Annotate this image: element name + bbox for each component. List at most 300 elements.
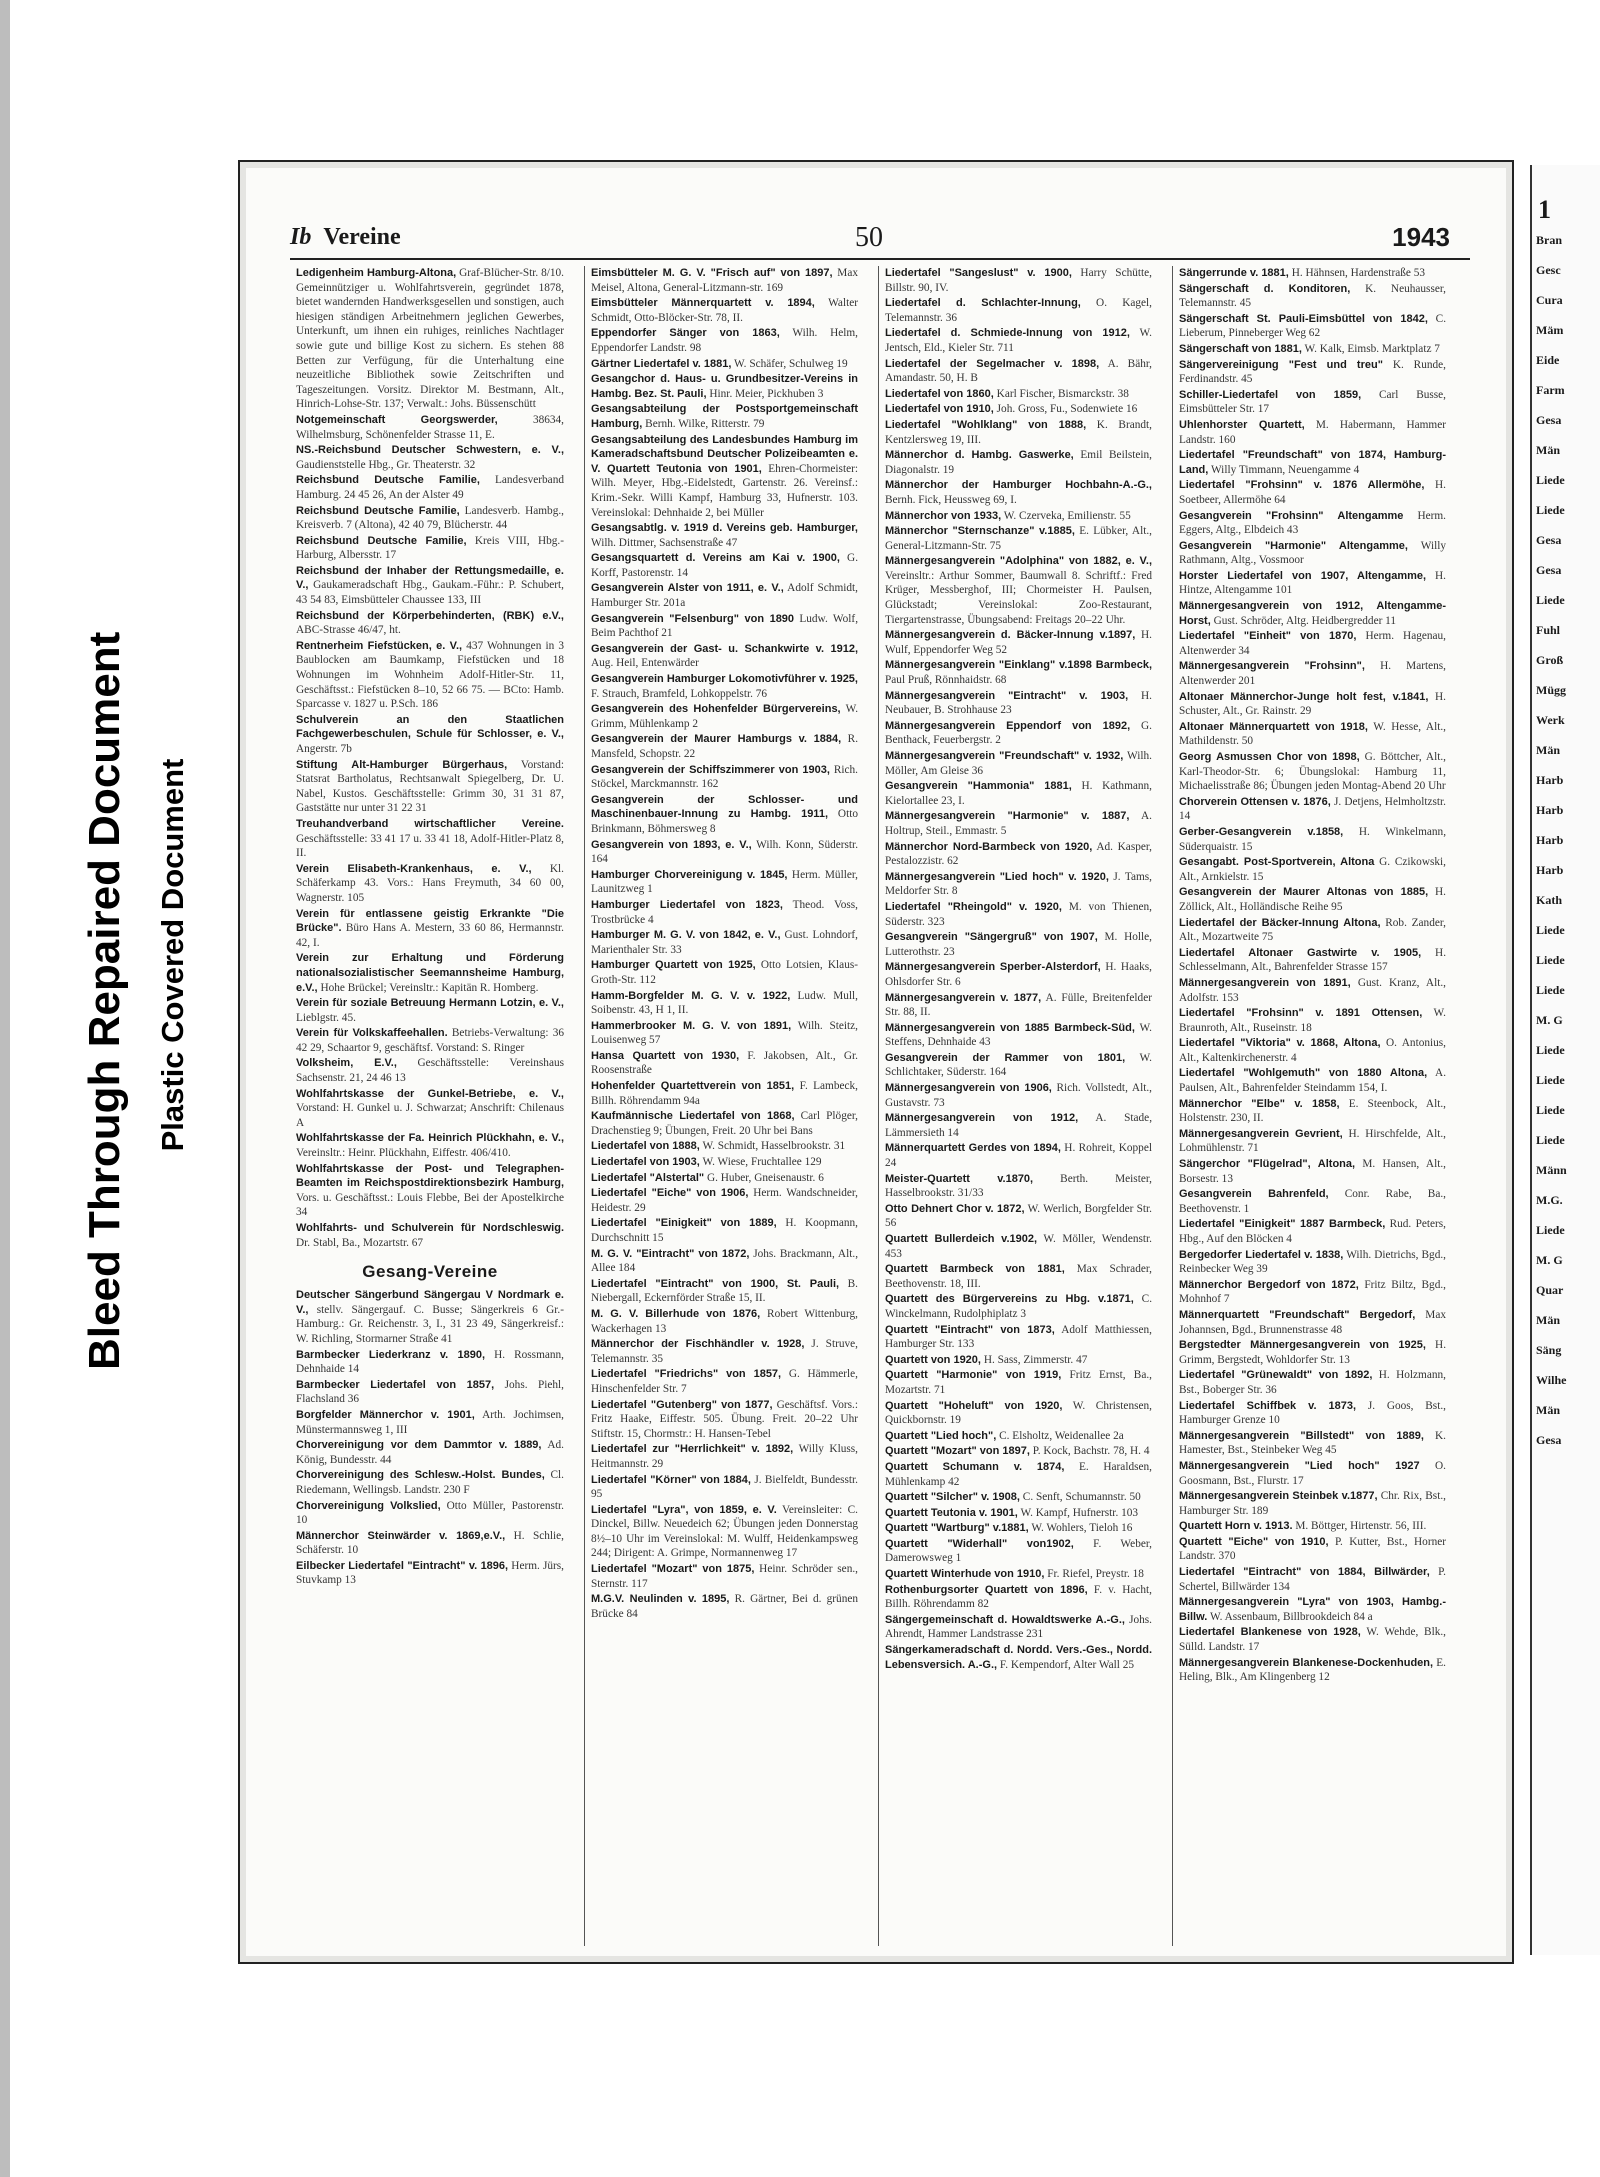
entry-name: Männergesangverein von 1906, [885, 1082, 1052, 1095]
directory-entry [591, 1109, 858, 1138]
entry-name: Männerchor von 1933, [885, 509, 1002, 522]
entry-name: Reichsbund der Inhaber der Rettungsmedaille, e. V., [296, 564, 564, 592]
entry-name: Quartett Schumann v. 1874, [885, 1460, 1065, 1473]
entry-name: M. G. V. "Eintracht" von 1872, [591, 1247, 750, 1260]
fragment-text: Liede [1536, 1223, 1565, 1237]
entry-details: Angerstr. 7b [296, 743, 352, 755]
directory-entry [1179, 1217, 1446, 1246]
entry-name: Männerquartett "Freundschaft" Bergedorf, [1179, 1308, 1416, 1321]
entry-details: Herm. Hagenau, Altenwerder 34 [1179, 630, 1447, 657]
entry-details: Aug. Heil, Entenwärder [591, 657, 699, 670]
directory-entry [296, 1056, 564, 1085]
entry-name: Gesangverein "Hammonia" 1881, [885, 780, 1072, 793]
entry-details: Willy Rathmann, Altg., Vossmoor [1179, 539, 1447, 567]
directory-entry [591, 402, 858, 431]
entry-details: W. Kalk, Eimsb. Marktplatz 7 [1304, 342, 1440, 355]
fragment-text: Kath [1536, 893, 1563, 907]
entry-details: Johs. Ahrendt, Hammer Landstrasse 231 [885, 1613, 1153, 1641]
directory-entry [591, 1139, 858, 1154]
entry-name: Männergesangverein "Lyra" von 1903, Hambg.-Billw. [1179, 1596, 1446, 1623]
entry-name: Männergesangverein "Frohsinn", [1179, 660, 1365, 673]
entry-name: Liedertafel von 1910, [885, 403, 994, 416]
directory-entry [1179, 358, 1446, 387]
directory-entry [591, 581, 858, 610]
directory-entry [885, 1444, 1152, 1459]
entry-name: Ledigenheim Hamburg-Altona, [296, 267, 457, 279]
entry-details: H. Kathmann, Kielortallee 23, I. [885, 780, 1152, 807]
entry-details: Dr. Stabl, Ba., Mozartstr. 67 [296, 1236, 424, 1249]
directory-entry [885, 402, 1152, 417]
entry-details: Vereinsltr.: Heinr. Plückhahn, Eiffestr. 406/410. [296, 1147, 511, 1160]
entry-name: Gesangsabtlg. v. 1919 d. Vereins geb. Hamburger, [591, 522, 858, 535]
entry-details: H. Rohreit, Koppel 24 [885, 1142, 1152, 1170]
entry-name: Männergesangverein "Einklang" v.1898 Barmbeck, [885, 659, 1152, 672]
entry-details: R. Gärtner, Bei d. grünen Brücke 84 [591, 1593, 859, 1620]
entry-details: J. Bielfeldt, Bundesstr. 95 [591, 1473, 858, 1501]
directory-entry [885, 991, 1152, 1020]
entry-details: Otto Müller, Pastorenstr. 10 [296, 1499, 564, 1527]
entry-name: Altonaer Männerchor-Junge holt fest, v.1841, [1179, 690, 1429, 703]
entry-details: Ad. König, Bundesstr. 44 [296, 1439, 565, 1466]
entry-name: Liedertafel "Eiche" von 1906, [591, 1187, 749, 1200]
entry-details: Gust. Lohndorf, Marienthaler Str. 33 [591, 929, 858, 956]
entry-name: Liedertafel "Sangeslust" v. 1900, [885, 267, 1072, 279]
entry-details: W. Steffens, Dehnhaide 43 [885, 1021, 1152, 1049]
directory-entry [591, 357, 858, 372]
fragment-text: Quar [1536, 1283, 1564, 1297]
fragment-text: Liede [1536, 983, 1565, 997]
entry-details: Cl. Riedemann, Wellingsb. Landstr. 230 F [296, 1469, 564, 1496]
directory-entry [885, 1613, 1152, 1642]
entry-details: G. Korff, Pastorenstr. 14 [591, 552, 859, 579]
directory-entry [885, 554, 1152, 627]
directory-entry [885, 1292, 1152, 1321]
directory-entry [591, 1019, 858, 1048]
entry-name: Eilbecker Liedertafel "Eintracht" v. 1896, [296, 1559, 509, 1572]
directory-entry [1179, 1308, 1446, 1337]
directory-entry [1179, 690, 1446, 719]
entry-details: Max Johannsen, Bgd., Brunnenstrasse 48 [1179, 1308, 1446, 1336]
directory-entry [1179, 1399, 1446, 1428]
directory-entry [885, 1353, 1152, 1368]
entry-details: A. Fülle, Breitenfelder Str. 88, II. [885, 991, 1152, 1019]
directory-entry [885, 658, 1152, 687]
entry-details: Herm. Eggers, Altg., Elbdeich 43 [1179, 509, 1446, 537]
directory-entry [1179, 1595, 1446, 1624]
entry-details: M. Habermann, Hammer Landstr. 160 [1179, 418, 1446, 446]
entry-details: G. Benthack, Feuerbergstr. 2 [885, 719, 1152, 747]
entry-details: F. Strauch, Bramfeld, Lohkoppelstr. 76 [591, 687, 768, 700]
entry-name: Liedertafel "Frohsinn" v. 1891 Ottensen, [1179, 1007, 1423, 1020]
entry-name: Liedertafel Altonaer Gastwirte v. 1905, [1179, 946, 1422, 959]
entry-details: J. Goos, Bst., Hamburger Grenze 10 [1179, 1399, 1446, 1427]
entry-name: Männergesangverein von 1885 Barmbeck-Süd, [885, 1021, 1135, 1034]
entry-details: Wilh. Steitz, Louisenweg 57 [591, 1019, 858, 1047]
directory-entry [591, 838, 858, 867]
page-number: 50 [855, 222, 883, 253]
entry-details: Bernh. Fick, Heussweg 69, I. [885, 493, 1017, 506]
directory-entry [591, 1592, 858, 1621]
directory-entry [1179, 1066, 1446, 1095]
entry-name: Liedertafel "Einigkeit" 1887 Barmbeck, [1179, 1218, 1386, 1231]
entry-name: Hamburger Quartett von 1925, [591, 959, 756, 972]
entry-details: H. Soetbeer, Allermöhe 64 [1179, 479, 1446, 506]
directory-entry [591, 732, 858, 761]
directory-entry [885, 1521, 1152, 1536]
entry-details: W. Werlich, Borgfelder Str. 56 [885, 1202, 1153, 1230]
entry-name: Verein Elisabeth-Krankenhaus, e. V., [296, 862, 532, 875]
entry-name: Hamburger Liedertafel von 1823, [591, 898, 783, 911]
entry-name: Deutscher Sängerbund Sängergau V Nordmark e. V., [296, 1289, 564, 1316]
directory-entry [296, 713, 564, 757]
entry-details: Vors. u. Geschäftsst.: Louis Flebbe, Bei der Apostelkirche 34 [296, 1191, 564, 1219]
entry-name: Liedertafel "Alstertal" [591, 1171, 705, 1184]
entry-details: Otto Brinkmann, Böhmersweg 8 [591, 808, 858, 835]
entry-name: Kaufmännische Liedertafel von 1868, [591, 1110, 795, 1123]
entry-name: Männergesangverein Steinbek v.1877, [1179, 1490, 1378, 1503]
directory-entry [591, 958, 858, 987]
entry-details: H. Winkelmann, Süderquaistr. 15 [1179, 825, 1447, 853]
entry-details: H. Haaks, Ohlsdorfer Str. 6 [885, 961, 1152, 988]
entry-details: Emil Beilstein, Diagonalstr. 19 [885, 449, 1153, 476]
directory-entry [1179, 795, 1446, 824]
entry-name: Gesangverein "Felsenburg" von 1890 [591, 612, 795, 625]
fragment-text: Gesc [1536, 263, 1561, 277]
fragment-text: Män [1536, 443, 1560, 457]
entry-name: Gesangverein der Maurer Hamburgs v. 1884, [591, 733, 842, 746]
entry-details: Vorstand: H. Gunkel u. J. Schwarzat; Anschrift: Chilenaus A [296, 1102, 564, 1129]
entry-name: Verein zur Erhaltung und Förderung nationalsozialistischer Seemannsheime Hamburg, e.V., [296, 952, 564, 994]
entry-details: M. Böttger, Hirtenstr. 56, III. [1295, 1520, 1427, 1533]
directory-entry [885, 960, 1152, 989]
entry-details: Max Meisel, Altona, General-Litzmann-str. 169 [591, 267, 859, 294]
directory-entry [1179, 1429, 1446, 1458]
entry-name: Sängergemeinschaft d. Howaldtswerke A.-G., [885, 1613, 1125, 1626]
entry-name: Liedertafel "Körner" von 1884, [591, 1473, 751, 1486]
entry-name: Männergesangverein Sperber-Alsterdorf, [885, 961, 1101, 974]
fragment-text: Män [1536, 1313, 1560, 1327]
entry-details: W. Braunroth, Alt., Ruseinstr. 18 [1179, 1007, 1446, 1034]
fragment-text: Werk [1536, 713, 1565, 727]
directory-entry [885, 628, 1152, 657]
entry-name: Liedertafel "Freundschaft" von 1874, Hamburg-Land, [1179, 449, 1446, 476]
fragment-text: Harb [1536, 833, 1564, 847]
directory-entry [296, 1438, 564, 1467]
entry-name: Männergesangverein "Freundschaft" v. 1932, [885, 750, 1124, 762]
entry-name: Männerchor der Hamburger Hochbahn-A.-G., [885, 479, 1152, 492]
directory-entry [885, 1141, 1152, 1170]
entry-name: Chorvereinigung vor dem Dammtor v. 1889, [296, 1439, 542, 1452]
entry-details: Johs. Piehl, Flachsland 36 [296, 1378, 564, 1406]
entry-details: 437 Wohnungen in 3 Baublocken am Baumkamp, Fiefstücken und 18 Wohnungen im Wohnheim Adolf-Hitler-Str. 11, Geschäftsst.: Fiefstücken 8–10, 52 66 75. — BCto: Hamb. Sparcasse v. 1827 u. P.Sch. 186 [296, 639, 565, 711]
entry-name: M.G.V. Neulinden v. 1895, [591, 1593, 730, 1606]
directory-entry [1179, 976, 1446, 1005]
entry-details: Graf-Blücher-Str. 8/10. Gemeinnütziger u. Wohlfahrtsverein, gegründet 1878, bietet wandernden Handwerksgesellen und sonstigen, auch hiesigen ständigen Arbeitnehmern jeglichen Gewerbes, Unterkunft, um ihnen ein ruhiges, reinliches Nachtlager sowie gute und billige Kost zu sichern. Es stehen 88 Betten zur Verfügung, für die Unterhaltung eine neuzeitliche Bibliothek sowie Zeitschriften und Tageszeitungen. Vorsitz. Direktor M. Bestmann, Alt., Hinrich-Lohse-Str. 137; Verwalt.: Johs. Büssenschütt [296, 267, 565, 411]
directory-entry [885, 1202, 1152, 1231]
entry-name: Quartett Barmbeck von 1881, [885, 1263, 1065, 1276]
entry-details: E. Lübker, Alt., General-Litzmann-Str. 75 [885, 525, 1152, 552]
entry-details: Adolf Matthiessen, Hamburger Str. 133 [885, 1323, 1152, 1351]
entry-details: Willy Timmann, Neuengamme 4 [1210, 463, 1360, 476]
entry-details: Rob. Zander, Alt., Mozartweite 75 [1179, 916, 1446, 944]
entry-details: B. Niebergall, Eckernförder Straße 15, II. [591, 1277, 858, 1305]
directory-entry [885, 387, 1152, 402]
entry-details: H. Zöllick, Alt., Holländische Reihe 95 [1179, 886, 1446, 913]
entry-name: Gesangverein des Hohenfelder Bürgervereins, [591, 703, 841, 716]
directory-entry [591, 1307, 858, 1336]
entry-details: W. Schlichtaker, Süderstr. 164 [885, 1051, 1152, 1079]
entry-details: Johs. Brackmann, Alt., Allee 184 [591, 1247, 859, 1275]
entry-details: Conr. Rabe, Ba., Beethovenstr. 1 [1179, 1188, 1447, 1215]
entry-details: K. Runde, Ferdinandstr. 45 [1179, 358, 1446, 386]
entry-details: Carl Plöger, Drachenstieg 9; Übungen, Freit. 20 Uhr bei Bans [591, 1110, 858, 1137]
entry-name: Borgfelder Männerchor v. 1901, [296, 1408, 475, 1421]
entry-details: M. Holle, Lutterothstr. 23 [885, 931, 1152, 958]
entry-name: Gesangsabteilung des Landesbundes Hamburg im Kameradschaftsbund Deutscher Polizeibeamten e. V. Quartett Teutonia von 1901, [591, 433, 858, 475]
entry-details: Ludw. Wolf, Beim Pachthof 21 [591, 612, 859, 640]
entry-name: Liedertafel zur "Herrlichkeit" v. 1892, [591, 1443, 794, 1456]
entry-name: Quartett "Harmonie" von 1919, [885, 1369, 1062, 1382]
entry-name: Wohlfahrtskasse der Fa. Heinrich Plückhahn, e. V., [296, 1132, 564, 1145]
entry-details: Hohe Brückel; Vereinsltr.: Kapitän R. Homberg. [320, 981, 539, 994]
directory-entry [591, 326, 858, 355]
fragment-text: Liede [1536, 953, 1565, 967]
film-edge-left [0, 0, 10, 2177]
directory-entry [591, 928, 858, 957]
entry-details: G. Czikowski, Alt., Arnkielstr. 15 [1179, 856, 1446, 883]
entry-name: Wohlfahrtskasse der Gunkel-Betriebe, e. V., [296, 1087, 564, 1100]
entry-name: Wohlfahrtskasse der Post- und Telegraphen-Beamten im Reichspostdirektionsbezirk Hamburg, [296, 1162, 564, 1190]
fragment-text: Gesa [1536, 413, 1562, 427]
entry-details: O. Goosmann, Bst., Flurstr. 17 [1179, 1459, 1446, 1487]
fragment-text: Harb [1536, 773, 1564, 787]
directory-entry [885, 1021, 1152, 1050]
column-1-gesang-entries [296, 1288, 564, 1588]
directory-entry [591, 521, 858, 550]
directory-entry [885, 1051, 1152, 1080]
entry-name: Gesangverein Hamburger Lokomotivführer v. 1925, [591, 673, 858, 686]
directory-entry [1179, 342, 1446, 357]
entry-details: G. Böttcher, Alt., Karl-Theodor-Str. 6; Übungslokal: Hamburg 11, Michaelisstraße 86; Übungen jeden Montag-Abend 20 Uhr [1179, 751, 1446, 793]
entry-name: Männergesangverein v. 1877, [885, 991, 1042, 1004]
directory-entry [591, 1442, 858, 1471]
entry-name: Eppendorfer Sänger von 1863, [591, 327, 780, 340]
directory-entry [296, 758, 564, 816]
entry-name: Bergedorfer Liedertafel v. 1838, [1179, 1248, 1344, 1261]
directory-entry [296, 473, 564, 502]
entry-name: Quartett Winterhude von 1910, [885, 1568, 1045, 1581]
entry-details: W. Wehde, Blk., Sülld. Landstr. 17 [1179, 1626, 1447, 1654]
entry-name: Gesangsquartett d. Vereins am Kai v. 1900, [591, 552, 840, 565]
bleed-through-label: Bleed Through Repaired Document [80, 631, 129, 1370]
entry-details: Geschäftsstelle: 33 41 17 u. 33 41 18, Adolf-Hitler-Platz 8, II. [296, 832, 564, 860]
directory-entry [591, 793, 858, 837]
entry-details: W. Schäfer, Schulweg 19 [734, 357, 848, 370]
entry-name: Liedertafel von 1888, [591, 1140, 700, 1153]
entry-name: Volksheim, E.V., [296, 1057, 397, 1070]
entry-name: Männergesangverein "Harmonie" v. 1887, [885, 810, 1130, 823]
directory-entry [1179, 1459, 1446, 1488]
entry-name: Gesangverein der Rammer von 1801, [885, 1051, 1126, 1064]
directory-entry [885, 1537, 1152, 1566]
entry-name: Quartett "Lied hoch", [885, 1429, 997, 1442]
directory-entry [591, 266, 858, 295]
directory-entry [885, 749, 1152, 778]
entry-details: M. von Thienen, Süderstr. 323 [885, 900, 1152, 928]
directory-entry [885, 1323, 1152, 1352]
directory-entry [885, 1111, 1152, 1140]
entry-name: Hamburger M. G. V. von 1842, e. V., [591, 929, 781, 942]
entry-name: Gesangchor d. Haus- u. Grundbesitzer-Vereins in Hambg. Bez. St. Pauli, [591, 373, 858, 400]
entry-details: Arth. Jochimsen, Münstermannsweg 1, III [296, 1408, 565, 1436]
entry-details: Theod. Voss, Trostbrücke 4 [591, 898, 859, 926]
entry-name: Männerchor d. Hambg. Gaswerke, [885, 449, 1074, 462]
directory-entry [885, 900, 1152, 929]
directory-entry [885, 1429, 1152, 1444]
entry-details: W. Christensen, Quickbornstr. 19 [885, 1399, 1152, 1427]
entry-details: Berth. Meister, Hasselbrookstr. 31/33 [885, 1172, 1152, 1200]
entry-name: Chorvereinigung Volkslied, [296, 1499, 441, 1512]
entry-details: H. Schlesselmann, Alt., Bahrenfelder Strasse 157 [1179, 946, 1447, 974]
entry-details: Adolf Schmidt, Hamburger Str. 201a [591, 582, 858, 610]
directory-entry [885, 1399, 1152, 1428]
directory-entry [885, 689, 1152, 718]
entry-name: Notgemeinschaft Georgswerder, [296, 413, 498, 426]
entry-details: K. Neuhausser, Telemannstr. 45 [1179, 282, 1446, 310]
entry-name: Chorvereinigung des Schlesw.-Holst. Bundes, [296, 1469, 545, 1482]
directory-entry [296, 443, 564, 472]
entry-name: Quartett "Silcher" v. 1908, [885, 1491, 1020, 1504]
directory-entry [885, 1460, 1152, 1489]
column-1 [290, 266, 570, 1946]
entry-details: W. Hesse, Alt., Mathildenstr. 50 [1179, 720, 1446, 748]
entry-name: Männergesangverein d. Bäcker-Innung v.1897, [885, 629, 1136, 642]
directory-entry [591, 372, 858, 401]
fragment-text: Männ [1536, 1163, 1567, 1177]
directory-entry [296, 1288, 564, 1346]
directory-entry [296, 609, 564, 638]
directory-entry [591, 642, 858, 671]
entry-details: H. Koopmann, Durchschnitt 15 [591, 1217, 858, 1244]
directory-entry [296, 1131, 564, 1160]
directory-entry [296, 996, 564, 1025]
entry-details: W. Kampf, Hufnerstr. 103 [1020, 1506, 1139, 1519]
entry-name: Quartett "Eintracht" von 1873, [885, 1323, 1055, 1336]
entry-name: Männerchor Nord-Barmbeck von 1920, [885, 840, 1093, 853]
entry-details: W. Möller, Wendenstr. 453 [885, 1233, 1152, 1260]
directory-entry [885, 326, 1152, 355]
entry-details: Wilh. Helm, Eppendorfer Landstr. 98 [591, 327, 859, 354]
entry-details: W. Czerveka, Emilienstr. 55 [1003, 509, 1131, 522]
directory-entry [1179, 312, 1446, 341]
fragment-text: Bran [1536, 233, 1563, 247]
entry-details: Rich. Vollstedt, Alt., Gustavstr. 73 [885, 1082, 1152, 1109]
entry-details: P. Kutter, Bst., Horner Landstr. 370 [1179, 1535, 1447, 1563]
entry-details: Paul Pruß, Rönnhaidstr. 68 [885, 674, 1007, 687]
directory-entry [591, 1049, 858, 1078]
entry-details: H. Hirschfelde, Alt., Lohmühlenstr. 71 [1179, 1127, 1446, 1155]
directory-entry [296, 1499, 564, 1528]
entry-details: Hinr. Meier, Pickhuben 3 [709, 387, 824, 400]
entry-name: Sängerrunde v. 1881, [1179, 267, 1289, 279]
entry-details: A. Paulsen, Alt., Bahrenfelder Steindamm 154, I. [1179, 1067, 1447, 1095]
entry-name: Gerber-Gesangverein v.1858, [1179, 825, 1344, 838]
entry-name: Meister-Quartett v.1870, [885, 1172, 1034, 1185]
entry-details: O. Kagel, Telemannstr. 36 [885, 297, 1153, 324]
fragment-text: Gesa [1536, 563, 1562, 577]
directory-entry [1179, 1565, 1446, 1594]
entry-name: Barmbecker Liederkranz v. 1890, [296, 1348, 486, 1361]
directory-entry [296, 1087, 564, 1131]
directory-entry [591, 296, 858, 325]
column-3-entries [885, 266, 1152, 1672]
entry-details: C. Senft, Schumannstr. 50 [1022, 1491, 1141, 1504]
entry-name: Männerchor "Sternschanze" v.1885, [885, 525, 1075, 538]
column-2-entries [591, 266, 858, 1621]
fragment-text: Mügg [1536, 683, 1566, 697]
entry-details: H. Wulf, Eppendorfer Weg 52 [885, 629, 1152, 656]
directory-entry [885, 418, 1152, 447]
entry-name: Liedertafel "Frohsinn" v. 1876 Allermöhe, [1179, 479, 1425, 492]
entry-details: J. Tams, Meldorfer Str. 8 [885, 870, 1152, 898]
entry-details: H. Sass, Zimmerstr. 47 [983, 1353, 1088, 1366]
entry-details: Vereinsltr.: Arthur Sommer, Baumwall 8. Schriftf.: Fred Krüger, Messberghof, III; Chormeister H. Paulsen, Glückstadt; Vereinslokal: Zoo-Restaurant, Tiergartenstrasse, Übungsabend: Freitags 20–22 Uhr. [885, 569, 1152, 626]
directory-entry [591, 1155, 858, 1170]
fragment-text: Eide [1536, 353, 1560, 367]
fragment-text: Farm [1536, 383, 1565, 397]
entry-name: Liedertafel "Lyra", von 1859, e. V. [591, 1503, 777, 1516]
entry-details: H. Grimm, Bergstedt, Wohldorfer Str. 13 [1179, 1339, 1447, 1366]
entry-name: Quartett Teutonia v. 1901, [885, 1506, 1018, 1519]
entry-name: Liedertafel "Einigkeit" von 1889, [591, 1217, 777, 1230]
entry-details: Robert Wittenburg, Wackerhagen 13 [591, 1307, 859, 1335]
directory-entry [296, 534, 564, 563]
entry-name: Eimsbütteler M. G. V. "Frisch auf" von 1897, [591, 267, 833, 279]
directory-entry [885, 870, 1152, 899]
directory-entry [885, 478, 1152, 507]
entry-name: Männergesangverein "Lied hoch" v. 1920, [885, 870, 1109, 883]
entry-name: Uhlenhorster Quartett, [1179, 418, 1305, 431]
entry-name: Liedertafel "Eintracht" von 1900, St. Pauli, [591, 1277, 840, 1290]
directory-entry [591, 989, 858, 1018]
entry-name: Quartett Bullerdeich v.1902, [885, 1233, 1038, 1245]
entry-name: Verein für entlassene geistig Erkrankte "Die Brücke". [296, 907, 564, 935]
column-4-entries [1179, 266, 1446, 1685]
entry-details: M. Hansen, Alt., Borsestr. 13 [1179, 1158, 1447, 1185]
directory-entry [1179, 1656, 1446, 1685]
entry-details: Landesverb. Hambg., Kreisverb. 7 (Altona), 42 40 79, Blücherstr. 44 [296, 504, 564, 532]
entry-details: E. Haraldsen, Mühlenkamp 42 [885, 1460, 1152, 1488]
directory-entry [1179, 1338, 1446, 1367]
entry-name: Gesangverein "Sängergruß" von 1907, [885, 931, 1098, 944]
entry-name: Horster Liedertafel von 1907, Altengamme, [1179, 569, 1427, 582]
directory-entry [1179, 855, 1446, 884]
entry-details: Rich. Stöckel, Marckmannstr. 162 [591, 763, 858, 791]
directory-entry [885, 448, 1152, 477]
entry-name: Stiftung Alt-Hamburger Bürgerhaus, [296, 758, 508, 771]
directory-entry [885, 296, 1152, 325]
entry-name: Verein für soziale Betreuung Hermann Lotzin, e. V., [296, 997, 564, 1010]
fragment-text: Cura [1536, 293, 1563, 307]
entry-details: O. Antonius, Alt., Kaltenkirchenerstr. 4 [1179, 1037, 1447, 1064]
directory-entry [591, 1473, 858, 1502]
directory-entry [296, 504, 564, 533]
entry-details: Vereinsleiter: C. Dinckel, Billw. Neuedeich 62; Übungen jeden Donnerstag 8½–10 Uhr im Vereinslokal: M. Wulff, Heidenkampsweg 244; Dirigent: A. Grimpe, Normannenweg 17 [591, 1503, 858, 1560]
entry-details: J. Struve, Telemannstr. 35 [591, 1338, 858, 1365]
entry-name: Sängervereinigung "Fest und treu" [1179, 358, 1383, 371]
plastic-covered-label: Plastic Covered Document [155, 758, 190, 1152]
entry-details: Geschäftsstelle: Vereinshaus Sachsenstr. 21, 24 46 13 [296, 1057, 565, 1085]
